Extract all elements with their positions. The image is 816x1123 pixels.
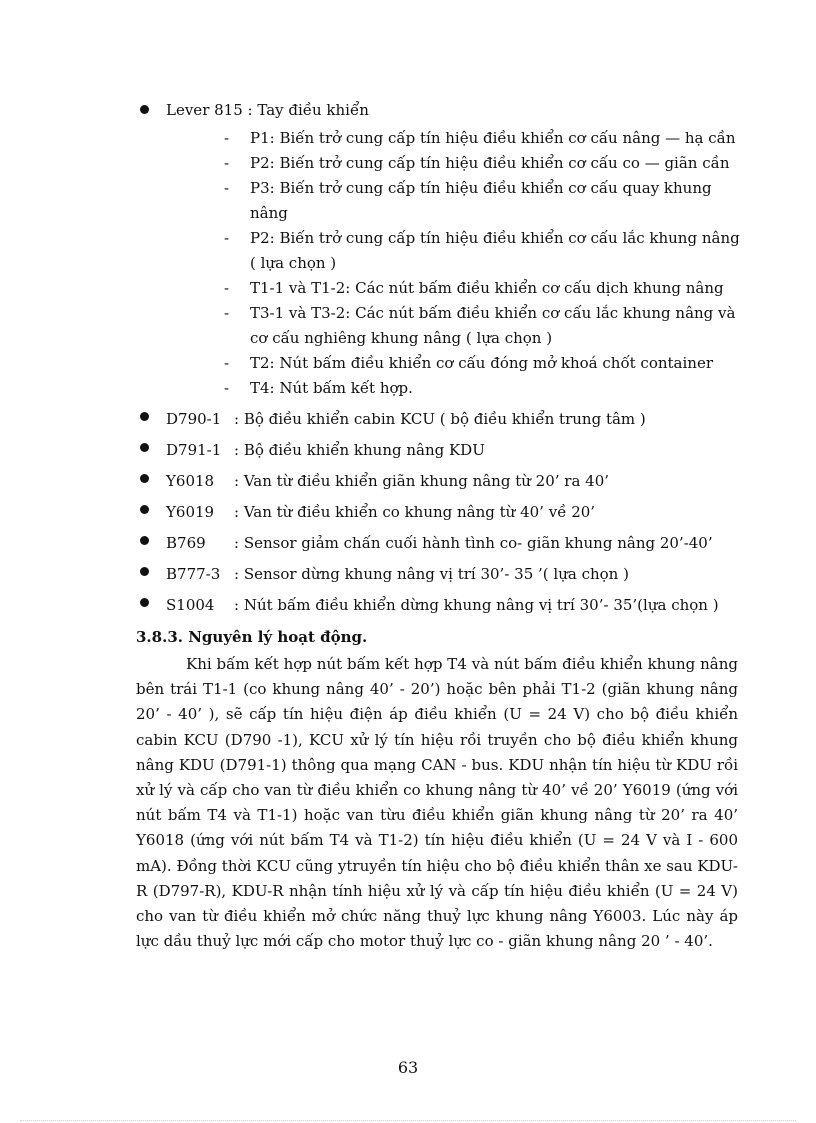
item-code: D790-1 [166,410,222,428]
sub-item [166,176,750,226]
lever-label: Lever 815 : Tay điều khiển [166,101,369,119]
item-code: Y6018 [166,472,215,490]
dash-icon: - [224,129,230,147]
sub-item [166,301,750,351]
item-desc: : Bộ điều khiển khung nâng KDU [234,441,485,459]
bullet-icon [140,598,149,607]
dash-icon: - [224,354,230,372]
bullet-icon [140,412,149,421]
list-item [138,469,758,494]
dash-icon: - [224,229,230,247]
lever-item [138,100,758,401]
sub-item-text: T4: Nút bấm kết hợp. [250,379,413,397]
bullet-icon [140,505,149,514]
sub-item [166,226,750,276]
item-code: B777-3 [166,565,221,583]
lever-sublist [166,126,758,401]
sub-item [166,351,750,376]
item-code: Y6019 [166,503,215,521]
sub-item [166,151,750,176]
dash-icon: - [224,154,230,172]
item-desc: : Sensor giảm chấn cuối hành tình co- giãn khung nâng 20’-40’ [234,534,713,552]
bullet-icon [140,474,149,483]
list-item [138,438,758,463]
page-number: 63 [397,1058,419,1077]
item-desc: : Nút bấm điều khiển dừng khung nâng vị trí 30’- 35’(lựa chọn ) [234,596,719,614]
list-item [138,593,758,618]
bullet-icon [140,567,149,576]
dash-icon: - [224,304,230,322]
dash-icon: - [224,179,230,197]
list-item [138,407,758,432]
component-list [138,100,758,618]
sub-item-text: P1: Biến trở cung cấp tín hiệu điều khiển cơ cấu nâng — hạ cần [250,129,736,147]
item-code: S1004 [166,596,215,614]
bullet-icon [140,105,149,114]
sub-item-text: T2: Nút bấm điều khiển cơ cấu đóng mở khoá chốt container [250,354,714,372]
bullet-icon [140,443,149,452]
sub-item-text: T1-1 và T1-2: Các nút bấm điều khiển cơ cấu dịch khung nâng [250,279,724,297]
sub-item-text: P2: Biến trở cung cấp tín hiệu điều khiển cơ cấu co — giãn cần [250,154,730,172]
list-item [138,562,758,587]
dash-icon: - [224,279,230,297]
item-desc: : Van từ điều khiển co khung nâng từ 40’ về 20’ [234,503,596,521]
sub-item-text: P2: Biến trở cung cấp tín hiệu điều khiển cơ cấu lắc khung nâng ( lựa chọn ) [250,229,740,272]
sub-item [166,376,750,401]
item-desc: : Van từ điều khiển giãn khung nâng từ 20’ ra 40’ [234,472,610,490]
item-desc: : Bộ điều khiển cabin KCU ( bộ điều khiển trung tâm ) [234,410,646,428]
item-code: D791-1 [166,441,222,459]
list-item [138,500,758,525]
footer-divider [20,1120,796,1121]
item-desc: : Sensor dừng khung nâng vị trí 30’- 35 ’( lựa chọn ) [234,565,629,583]
sub-item [166,126,750,151]
bullet-icon [140,536,149,545]
section-title: 3.8.3. Nguyên lý hoạt động. [136,628,368,646]
sub-item-text: T3-1 và T3-2: Các nút bấm điều khiển cơ cấu lắc khung nâng và cơ cấu nghiêng khung nâng ( lựa chọn ) [250,304,736,347]
sub-item [166,276,750,301]
section-paragraph: Khi bấm kết hợp nút bấm kết hợp T4 và nút bấm điều khiển khung nâng bên trái T1-1 (co khung nâng 40’ - 20’) hoặc bên phải T1-2 (giãn khung nâng 20’ - 40’ ), sẽ cấp tín hiệu điện áp điều khiển (U = 24 V) cho bộ điều khiển cabin KCU (D790 -1), KCU xử lý tín hiệu rồi truyền cho bộ điều khiển khung nâng KDU (D791-1) thông qua mạng CAN - bus. KDU nhận tín hiệu từ KDU rồi xử lý và cấp cho van từ điều khiển co khung nâng từ 40’ về 20’ Y6019 (ứng với nút bấm T4 và T1-1) hoặc van từu điều khiển giãn khung nâng từ 20’ ra 40’ Y6018 (ứng với nút bấm T4 và T1-2) tín hiệu điều khiển (U = 24 V và I - 600 mA). Đồng thời KCU cũng ytruyền tín hiệu cho bộ điều khiển thân xe sau KDU-R (D797-R), KDU-R nhận tính hiệu xử lý và cấp tín hiệu điều khiển (U = 24 V) cho van từ điều khiển mở chức năng thuỷ lực khung nâng Y6003. Lúc này áp lực dầu thuỷ lực mới cấp cho motor thuỷ lực co - giãn khung nâng 20 ’ - 40’. [136,655,738,951]
item-code: B769 [166,534,206,552]
list-item [138,531,758,556]
dash-icon: - [224,379,230,397]
sub-item-text: P3: Biến trở cung cấp tín hiệu điều khiển cơ cấu quay khung nâng [250,179,712,222]
